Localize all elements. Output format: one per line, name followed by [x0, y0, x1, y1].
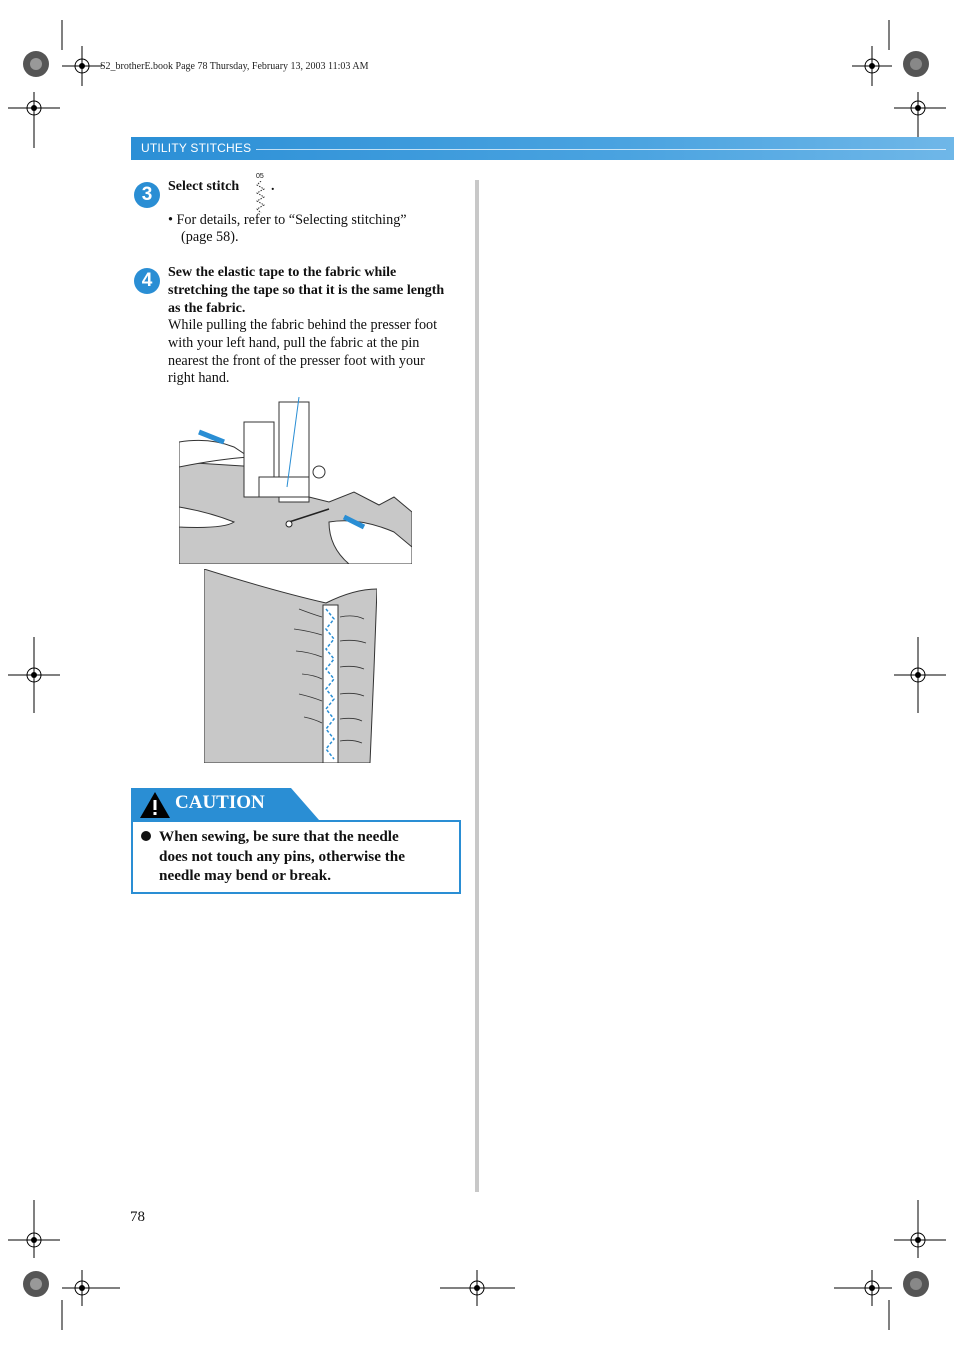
- step-3-bullet: • For details, refer to “Selecting stitching”: [168, 212, 407, 228]
- step-4-title-line: as the fabric.: [168, 301, 246, 316]
- section-title: UTILITY STITCHES: [141, 141, 252, 155]
- caution-line: When sewing, be sure that the needle: [159, 828, 399, 845]
- print-slug: S2_brotherE.book Page 78 Thursday, February 13, 2003 11:03 AM: [100, 61, 369, 72]
- step-4-body-line: right hand.: [168, 370, 230, 386]
- step-4-body-line: While pulling the fabric behind the presser foot: [168, 317, 438, 333]
- sewing-illustration: [179, 397, 412, 564]
- caution-bullet: [141, 831, 151, 841]
- step-3-badge: 3: [134, 182, 160, 208]
- stitch-icon: [254, 181, 268, 213]
- caution-text: [159, 827, 449, 886]
- stitch-code: 05: [256, 173, 264, 180]
- step-4-body-line: with your left hand, pull the fabric at the pin: [168, 335, 420, 351]
- step-3-period: .: [271, 179, 275, 194]
- header-rule: [256, 149, 946, 150]
- step-3-title: Select stitch: [168, 179, 240, 194]
- step-4-body-line: nearest the front of the presser foot with your: [168, 353, 425, 369]
- step-3-bullet-cont: (page 58).: [181, 229, 239, 245]
- caution-line: does not touch any pins, otherwise the: [159, 847, 405, 865]
- page-number: 78: [130, 1209, 145, 1225]
- caution-title: CAUTION: [175, 792, 265, 813]
- step-4-title-line: Sew the elastic tape to the fabric while: [168, 265, 397, 280]
- step-4-title-line: stretching the tape so that it is the same length: [168, 283, 445, 298]
- column-divider: [475, 180, 479, 1192]
- step-4-badge: 4: [134, 268, 160, 294]
- section-header: [131, 137, 954, 160]
- gathered-fabric-illustration: [204, 569, 377, 763]
- caution-line: needle may bend or break.: [159, 867, 331, 885]
